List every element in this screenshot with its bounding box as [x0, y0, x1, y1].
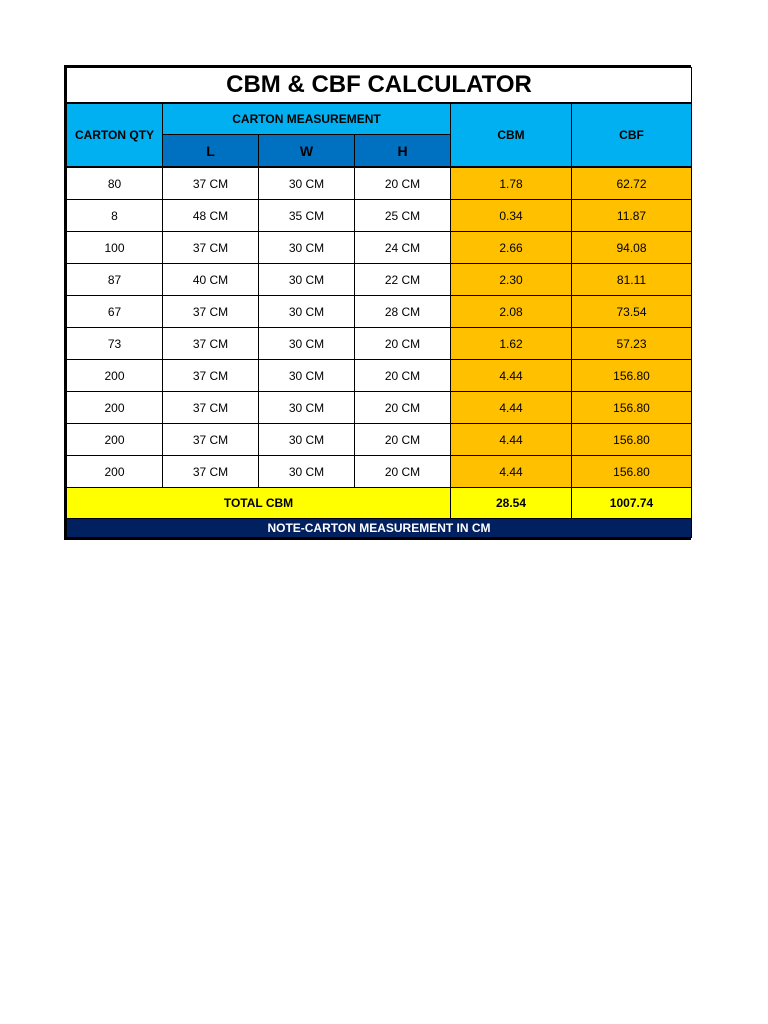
cell-carton-qty[interactable]: 67 [67, 296, 163, 328]
cell-width[interactable]: 30 CM [259, 424, 355, 456]
cell-cbf[interactable]: 156.80 [572, 392, 692, 424]
cell-height[interactable]: 28 CM [355, 296, 451, 328]
cell-length[interactable]: 37 CM [163, 456, 259, 488]
cell-carton-qty[interactable]: 100 [67, 232, 163, 264]
cell-cbf[interactable]: 156.80 [572, 456, 692, 488]
cell-cbf[interactable]: 57.23 [572, 328, 692, 360]
cell-cbf[interactable]: 11.87 [572, 200, 692, 232]
total-label: TOTAL CBM [67, 488, 451, 519]
total-row [67, 488, 692, 519]
cell-width[interactable]: 30 CM [259, 232, 355, 264]
cell-cbm[interactable]: 2.66 [451, 232, 572, 264]
cell-cbf[interactable]: 156.80 [572, 360, 692, 392]
cell-length[interactable]: 40 CM [163, 264, 259, 296]
table-row [67, 360, 692, 392]
cell-height[interactable]: 22 CM [355, 264, 451, 296]
total-cbm[interactable]: 28.54 [451, 488, 572, 519]
cell-cbm[interactable]: 4.44 [451, 392, 572, 424]
cell-carton-qty[interactable]: 8 [67, 200, 163, 232]
cell-carton-qty[interactable]: 200 [67, 360, 163, 392]
cell-carton-qty[interactable]: 200 [67, 424, 163, 456]
header-row [67, 103, 692, 135]
cell-width[interactable]: 30 CM [259, 392, 355, 424]
cell-height[interactable]: 24 CM [355, 232, 451, 264]
cell-cbf[interactable]: 73.54 [572, 296, 692, 328]
cell-cbm[interactable]: 4.44 [451, 424, 572, 456]
table-row [67, 328, 692, 360]
cell-cbm[interactable]: 1.62 [451, 328, 572, 360]
cell-cbm[interactable]: 0.34 [451, 200, 572, 232]
cell-height[interactable]: 20 CM [355, 167, 451, 200]
header-length: L [163, 135, 259, 168]
header-carton-measurement: CARTON MEASUREMENT [163, 103, 451, 135]
cell-cbm[interactable]: 4.44 [451, 456, 572, 488]
title-row [67, 68, 692, 104]
note-row [67, 519, 692, 538]
page-title: CBM & CBF CALCULATOR [67, 68, 692, 104]
cell-cbf[interactable]: 156.80 [572, 424, 692, 456]
cell-length[interactable]: 37 CM [163, 360, 259, 392]
header-width: W [259, 135, 355, 168]
cell-carton-qty[interactable]: 87 [67, 264, 163, 296]
cell-width[interactable]: 30 CM [259, 264, 355, 296]
table-row [67, 296, 692, 328]
cell-length[interactable]: 37 CM [163, 232, 259, 264]
cell-width[interactable]: 30 CM [259, 167, 355, 200]
cell-length[interactable]: 37 CM [163, 167, 259, 200]
cell-length[interactable]: 37 CM [163, 392, 259, 424]
cell-length[interactable]: 37 CM [163, 424, 259, 456]
cell-height[interactable]: 25 CM [355, 200, 451, 232]
calculator-table [66, 67, 692, 538]
cell-length[interactable]: 48 CM [163, 200, 259, 232]
header-height: H [355, 135, 451, 168]
table-row [67, 424, 692, 456]
header-carton-qty: CARTON QTY [67, 103, 163, 167]
cell-height[interactable]: 20 CM [355, 456, 451, 488]
table-row [67, 200, 692, 232]
cell-height[interactable]: 20 CM [355, 328, 451, 360]
table-row [67, 232, 692, 264]
cell-height[interactable]: 20 CM [355, 424, 451, 456]
cell-width[interactable]: 30 CM [259, 360, 355, 392]
cell-cbm[interactable]: 1.78 [451, 167, 572, 200]
header-cbm: CBM [451, 103, 572, 167]
cell-width[interactable]: 30 CM [259, 328, 355, 360]
cell-cbm[interactable]: 4.44 [451, 360, 572, 392]
cell-width[interactable]: 30 CM [259, 296, 355, 328]
calculator-sheet [64, 65, 691, 540]
cell-cbm[interactable]: 2.30 [451, 264, 572, 296]
table-row [67, 167, 692, 200]
cell-carton-qty[interactable]: 200 [67, 456, 163, 488]
table-row [67, 392, 692, 424]
total-cbf[interactable]: 1007.74 [572, 488, 692, 519]
cell-height[interactable]: 20 CM [355, 392, 451, 424]
cell-carton-qty[interactable]: 200 [67, 392, 163, 424]
table-row [67, 456, 692, 488]
cell-length[interactable]: 37 CM [163, 296, 259, 328]
cell-carton-qty[interactable]: 80 [67, 167, 163, 200]
cell-width[interactable]: 35 CM [259, 200, 355, 232]
cell-cbf[interactable]: 81.11 [572, 264, 692, 296]
table-row [67, 264, 692, 296]
cell-cbf[interactable]: 94.08 [572, 232, 692, 264]
cell-cbm[interactable]: 2.08 [451, 296, 572, 328]
cell-width[interactable]: 30 CM [259, 456, 355, 488]
header-cbf: CBF [572, 103, 692, 167]
cell-height[interactable]: 20 CM [355, 360, 451, 392]
cell-length[interactable]: 37 CM [163, 328, 259, 360]
note-text: NOTE-CARTON MEASUREMENT IN CM [67, 519, 692, 538]
cell-cbf[interactable]: 62.72 [572, 167, 692, 200]
cell-carton-qty[interactable]: 73 [67, 328, 163, 360]
